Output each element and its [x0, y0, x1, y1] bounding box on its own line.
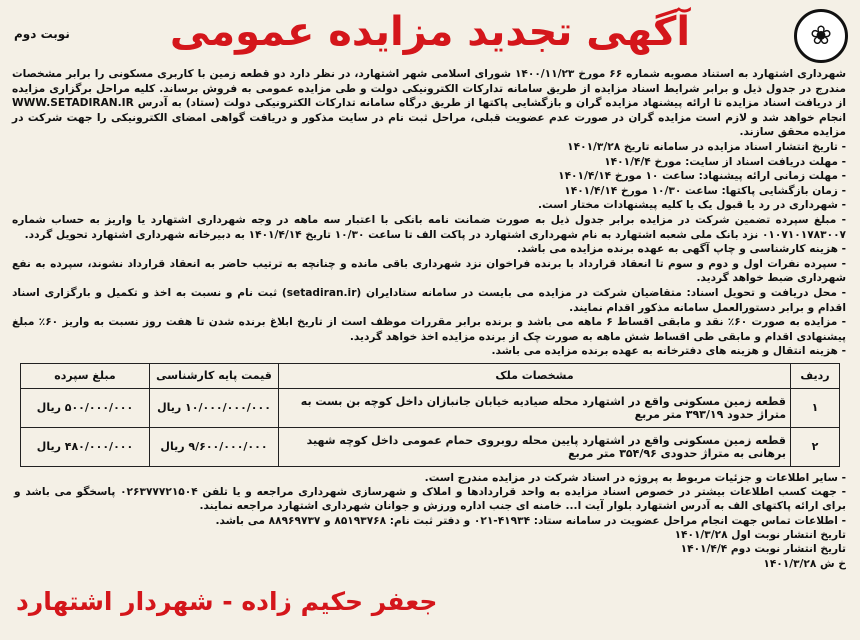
notice-title: آگهی تجدید مزایده عمومی: [169, 9, 691, 55]
condition-item: - مهلت دریافت اسناد از سایت: مورخ ۱۴۰۱/۴/۴: [604, 155, 846, 168]
condition-item: - زمان بازگشایی پاکتها: ساعت ۱۰/۳۰ مورخ ۱۴۰۱/۴/۱۴: [564, 184, 846, 197]
deposit-amount: ۴۸۰/۰۰۰/۰۰۰ ریال: [21, 427, 150, 466]
notice-footer: [8, 467, 852, 571]
condition-item: - هزینه کارشناسی و چاپ آگهی به عهده برنده مزایده می باشد.: [517, 243, 846, 256]
deposit-amount: ۵۰۰/۰۰۰/۰۰۰ ریال: [21, 388, 150, 427]
condition-item: - سپرده نفرات اول و دوم و سوم تا انعقاد قرارداد با برنده فراخوان نزد شهرداری باقی مانده و چنانچه به ترتیب حاضر به انعقاد قرارداد نشوند، سپرده به نفع شهرداری ضبط خواهد گردید.: [12, 257, 846, 285]
condition-item: - هزینه انتقال و هزینه های دفترخانه به عهده برنده مزایده می باشد.: [491, 345, 846, 358]
auction-notice: [8, 7, 852, 624]
table-row: [21, 388, 840, 427]
property-table: [20, 363, 840, 467]
property-spec: قطعه زمین مسکونی واقع در اشتهارد محله صیادیه خیابان جانبازان داخل کوچه بن بست به متراژ حدود ۳۹۳/۱۹ متر مربع: [279, 388, 791, 427]
publish-date-first: تاریخ انتشار نوبت اول ۱۴۰۱/۳/۲۸: [674, 529, 846, 542]
condition-item: - مبلغ سپرده تضمین شرکت در مزایده برابر جدول ذیل به صورت ضمانت نامه بانکی با اعتبار سه ماهه در وجه شهرداری اشتهارد یا واریز به حساب شماره ۰۱۰۷۱۰۱۷۸۳۰۰۷ نزد بانک ملی شعبه اشتهارد به نام شهرداری اشتهارد در پاکت الف تا ساعت ۱۰/۳۰ تاریخ ۱۴۰۱/۴/۱۴ به دبیرخانه شهرداری اشتهارد تحویل گردد.: [12, 213, 846, 241]
base-price: ۱۰/۰۰۰/۰۰۰/۰۰۰ ریال: [150, 388, 279, 427]
header-deposit: مبلغ سپرده: [21, 363, 150, 388]
row-number: ۱: [791, 388, 840, 427]
table-row: [21, 427, 840, 466]
header-base-price: قیمت پایه کارشناسی: [150, 363, 279, 388]
notice-header: [8, 7, 852, 67]
footer-line: - سایر اطلاعات و جزئیات مربوط به پروژه در اسناد شرکت در مزایده مندرج است.: [424, 471, 846, 484]
conditions-list: [12, 140, 846, 359]
municipality-emblem-icon: ❀: [794, 9, 848, 63]
publication-turn: نوبت دوم: [14, 27, 70, 41]
condition-item: - شهرداری در رد یا قبول یک یا کلیه پیشنهادات مختار است.: [538, 199, 846, 212]
condition-item: - مهلت زمانی ارائه پیشنهاد: ساعت ۱۰ مورخ ۱۴۰۱/۴/۱۴: [558, 170, 846, 183]
table-header-row: [21, 363, 840, 388]
publish-date-second: تاریخ انتشار نوبت دوم ۱۴۰۱/۴/۴: [680, 543, 846, 556]
reference-code: خ ش ۱۴۰۱/۳/۲۸: [763, 557, 846, 570]
header-row-number: ردیف: [791, 363, 840, 388]
property-spec: قطعه زمین مسکونی واقع در اشتهارد پایین محله روبروی حمام عمومی داخل کوچه شهید برهانی به متراژ حدودی ۳۵۴/۹۶ متر مربع: [279, 427, 791, 466]
footer-line: - جهت کسب اطلاعات بیشتر در خصوص اسناد مزایده به واحد قراردادها و املاک و شهرسازی شهرداری مراجعه و یا تلفن ۰۲۶۳۷۷۷۲۱۵۰۴ پاسخگو می باشد و برای ارائه پاکتهای الف به آدرس اشتهارد بلوار آیت ا... خامنه ای جنب اداره ورزش و جوانان شهرداری اشتهارد مراجعه نمایند.: [14, 486, 846, 513]
condition-item: - مزایده به صورت ۶۰٪ نقد و مابقی اقساط ۶ ماهه می باشد و برنده برابر مقررات موظف است از تاریخ ابلاغ برنده شدن تا هفت روز نسبت به واریز ۶۰٪ مبلغ پیشنهادی اقدام و مابقی طی اقساط شش ماهه به صورت چک از برنده مزایده اخذ خواهد گردید.: [12, 316, 846, 343]
header-property-spec: مشخصات ملک: [279, 363, 791, 388]
condition-item: - تاریخ انتشار اسناد مزایده در سامانه تاریخ ۱۴۰۱/۳/۲۸: [567, 140, 846, 153]
base-price: ۹/۶۰۰/۰۰۰/۰۰۰ ریال: [150, 427, 279, 466]
mayor-signature: جعفر حکیم زاده - شهردار اشتهارد: [16, 587, 438, 616]
row-number: ۲: [791, 427, 840, 466]
notice-body: [8, 67, 852, 359]
intro-paragraph: شهرداری اشتهارد به استناد مصوبه شماره ۶۶ مورخ ۱۴۰۰/۱۱/۲۳ شورای اسلامی شهر اشتهارد، در نظر دارد دو قطعه زمین با کاربری مسکونی را برابر مشخصات مندرج در جدول ذیل و برابر شرایط اسناد مزایده از طریق سامانه تدارکات الکترونیکی دولت و طی مزایده عمومی به فروش برساند. کلیه مراحل برگزاری مزایده از دریافت اسناد مزایده تا ارائه پیشنهاد مزایده گران و بازگشایی پاکتها از طریق درگاه سامانه تدارکات الکترونیکی دولت (ستاد) به آدرس WWW.SETADIRAN.IR انجام خواهد شد و لازم است مزایده گران در صورت عدم عضویت قبلی، مراحل ثبت نام در سایت مذکور و دریافت گواهی امضای الکترونیکی را جهت شرکت در مزایده محقق سازند.: [12, 68, 846, 139]
footer-line: - اطلاعات تماس جهت انجام مراحل عضویت در سامانه ستاد: ۴۱۹۳۴-۰۲۱ و دفتر ثبت نام: ۸۵۱۹۳۷۶۸ و ۸۸۹۶۹۷۳۷ می باشد.: [215, 514, 846, 527]
condition-item: - محل دریافت و تحویل اسناد: متقاضیان شرکت در مزایده می بایست در سامانه ستادایران (setadiran.ir) ثبت نام و نسبت به اخذ و تکمیل و بارگزاری اسناد اقدام و برابر دستورالعمل سامانه مذکور اقدام نمایند.: [12, 286, 846, 314]
